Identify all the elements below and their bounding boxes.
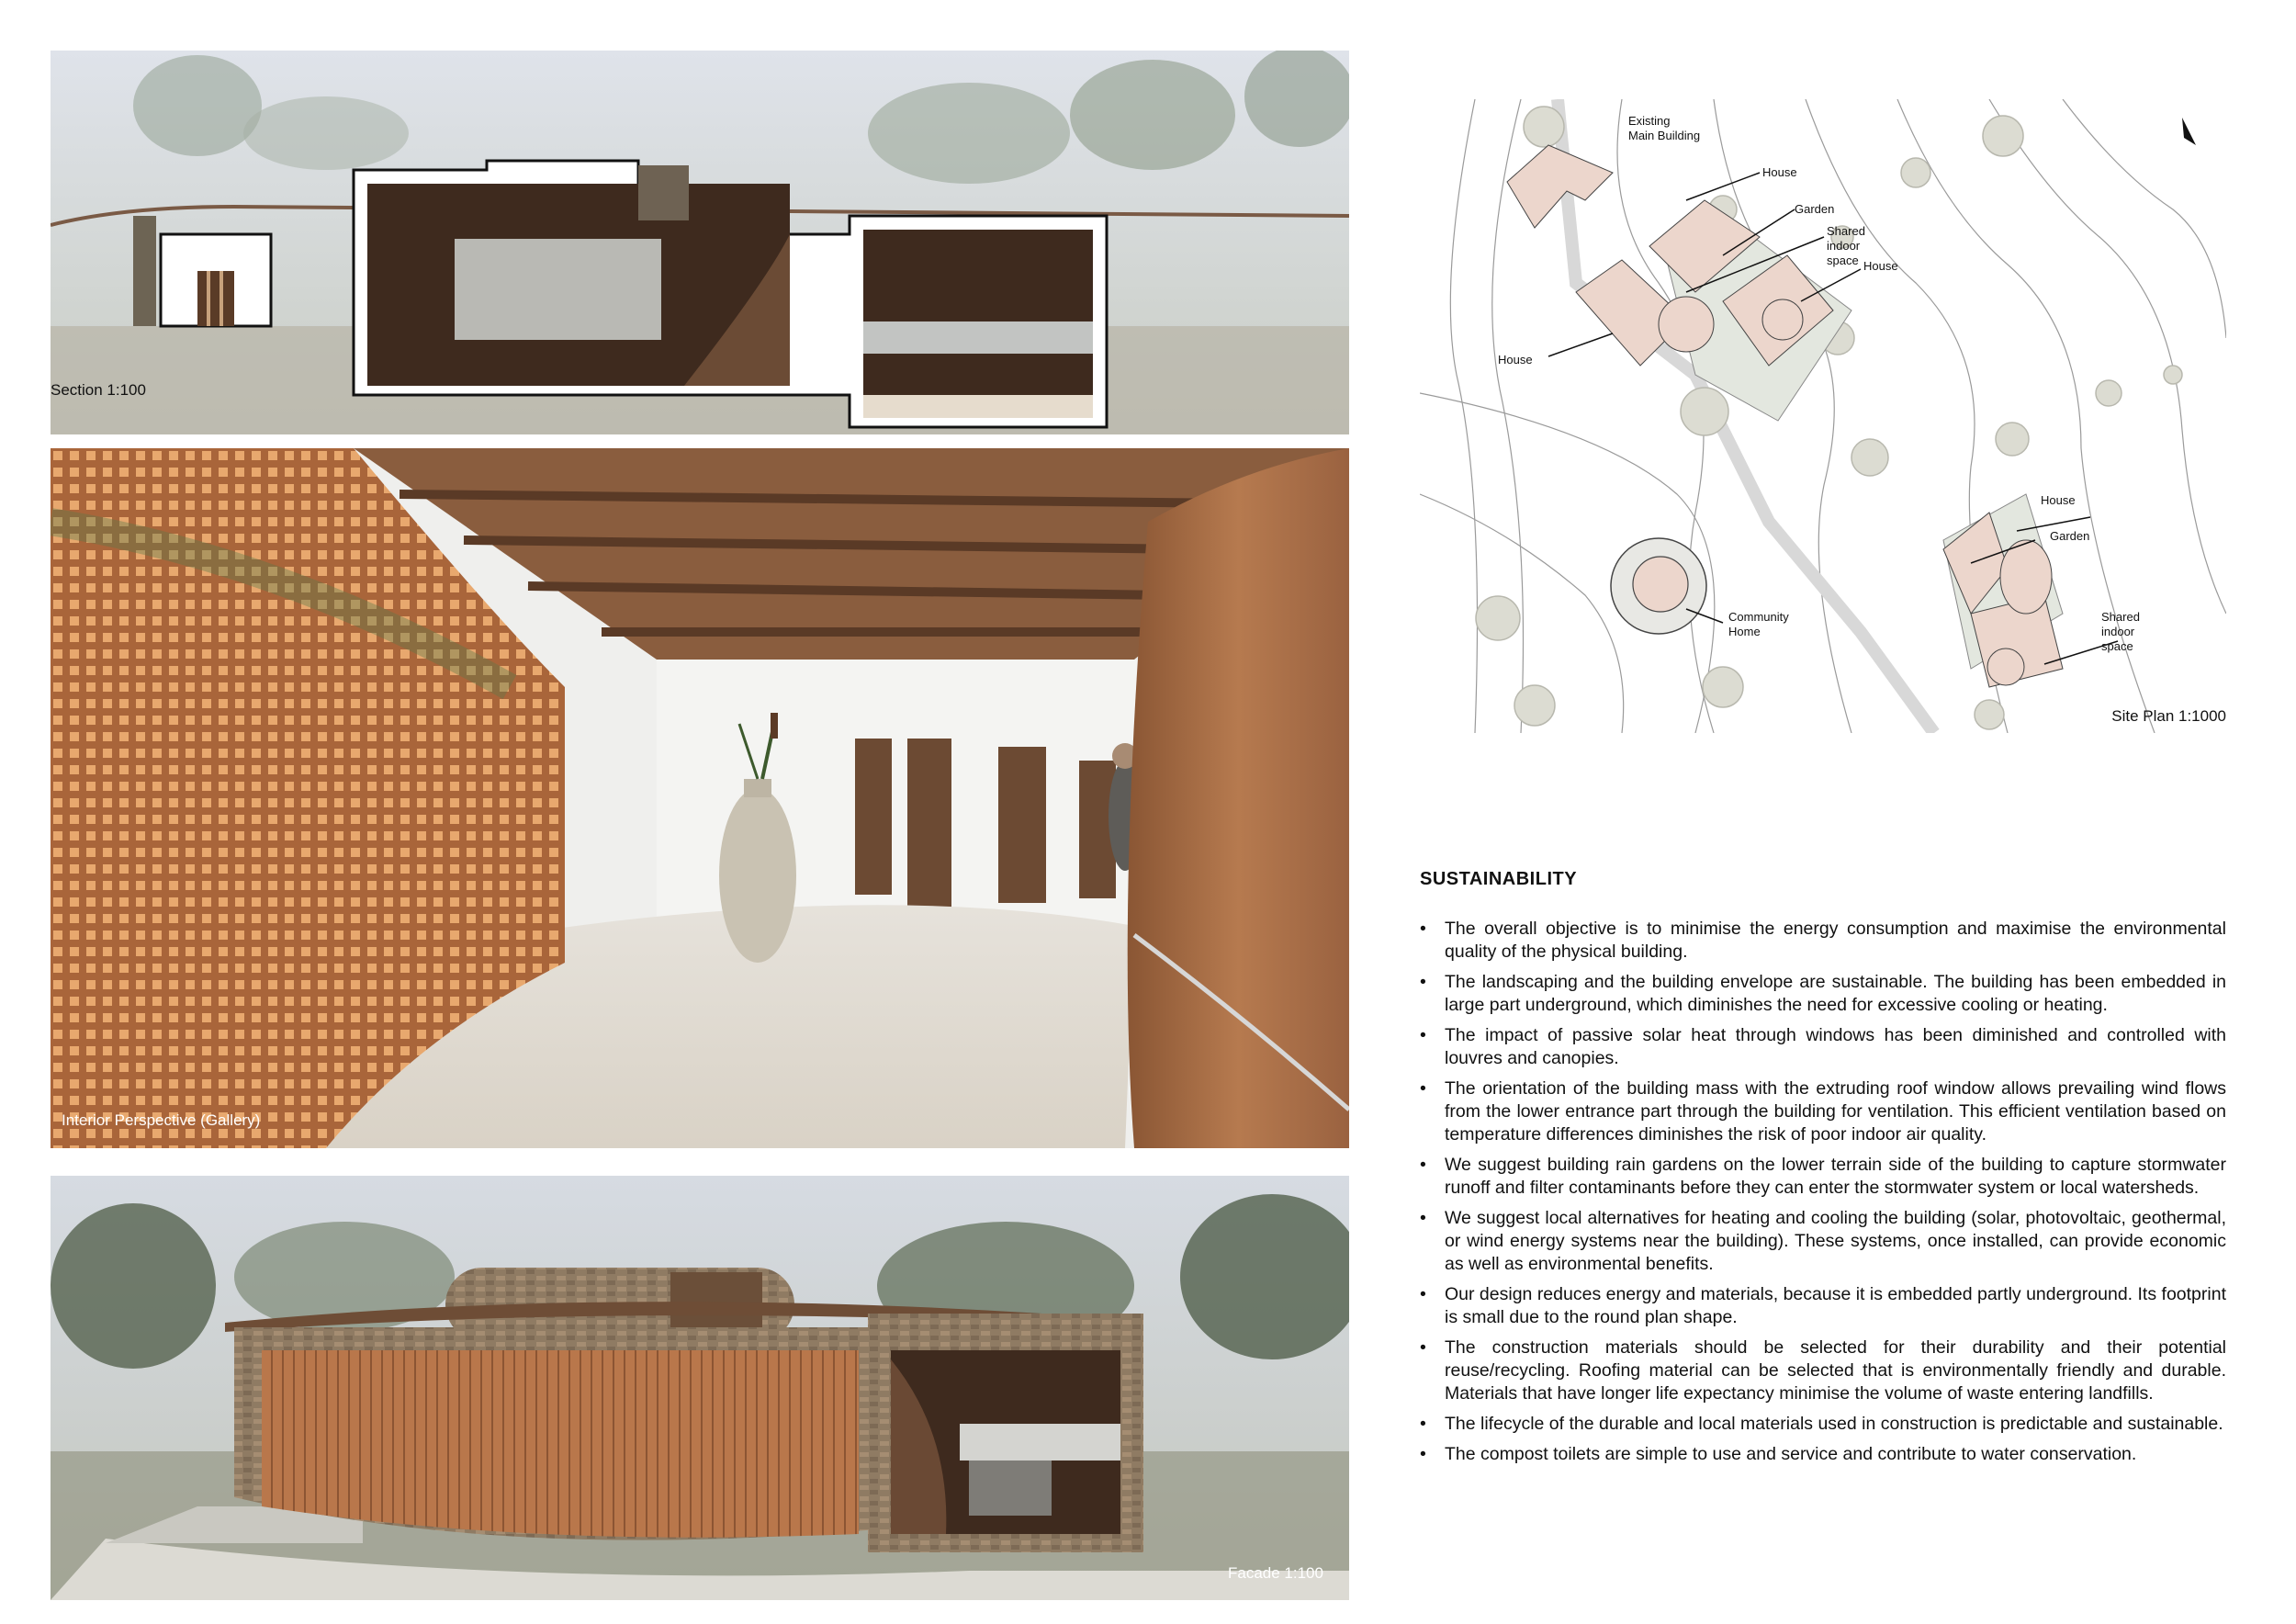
sustainability-section (1420, 869, 2226, 1473)
list-item: • The lifecycle of the durable and local materials used in construction is predictable and sustainable. (1420, 1413, 2226, 1436)
list-item: • The landscaping and the building envelope are sustainable. The building has been embedded in large part underground, which diminishes the need for excessive cooling or heating. (1420, 971, 2226, 1017)
label-house-1: House (1762, 165, 1797, 179)
label-community: Community (1728, 610, 1789, 624)
label-shared-2: Shared (2101, 610, 2140, 624)
label-garden-1: Garden (1795, 202, 1835, 216)
label-house-4: House (2041, 493, 2076, 507)
sustainability-list (1420, 918, 2226, 1466)
list-item: • The construction materials should be selected for their durability and their potential reuse/recycling. Roofing material can be selected that is environmentally friendly and durable. Materials that have longer life expectancy minimise the volume of waste entering landfills. (1420, 1336, 2226, 1405)
label-home: Home (1728, 625, 1761, 638)
label-main-building: Main Building (1628, 129, 1701, 142)
list-item: • The overall objective is to minimise the energy consumption and maximise the environmental quality of the physical building. (1420, 918, 2226, 964)
label-house-2: House (1863, 259, 1898, 273)
list-item: • We suggest local alternatives for heating and cooling the building (solar, photovoltaic, geothermal, or wind energy systems near the building). These systems, once installed, can provide economic as well as environmental benefits. (1420, 1207, 2226, 1276)
label-shared-1: Shared (1827, 224, 1865, 238)
sustainability-title: SUSTAINABILITY (1420, 869, 1578, 889)
label-existing: Existing (1628, 114, 1671, 128)
section-caption: Section 1:100 (51, 381, 146, 399)
interior-perspective (51, 448, 1349, 1148)
label-space-1: space (1827, 254, 1859, 267)
list-item: • The impact of passive solar heat through windows has been diminished and controlled with louvres and canopies. (1420, 1024, 2226, 1070)
siteplan-caption: Site Plan 1:1000 (2111, 707, 2226, 725)
facade-caption: Facade 1:100 (1228, 1564, 1323, 1582)
label-house-3: House (1498, 353, 1533, 367)
label-indoor-2: indoor (2101, 625, 2135, 638)
list-item: • The compost toilets are simple to use and service and contribute to water conservation. (1420, 1443, 2226, 1466)
list-item: • We suggest building rain gardens on the lower terrain side of the building to capture stormwater runoff and filter contaminants before they can enter the stormwater system or local watersheds. (1420, 1154, 2226, 1200)
site-plan (1420, 99, 2226, 733)
list-item: • Our design reduces energy and materials, because it is embedded partly underground. Its footprint is small due to the round plan shape. (1420, 1283, 2226, 1329)
label-space-2: space (2101, 639, 2133, 653)
facade-drawing (51, 1176, 1349, 1600)
label-garden-2: Garden (2050, 529, 2090, 543)
label-indoor-1: indoor (1827, 239, 1861, 253)
interior-caption: Interior Perspective (Gallery) (62, 1111, 261, 1129)
section-drawing (51, 51, 1349, 434)
list-item: • The orientation of the building mass with the extruding roof window allows prevailing wind flows from the lower entrance part through the building for ventilation. This efficient ventilation based on temperature differences diminishes the risk of poor indoor air quality. (1420, 1077, 2226, 1146)
